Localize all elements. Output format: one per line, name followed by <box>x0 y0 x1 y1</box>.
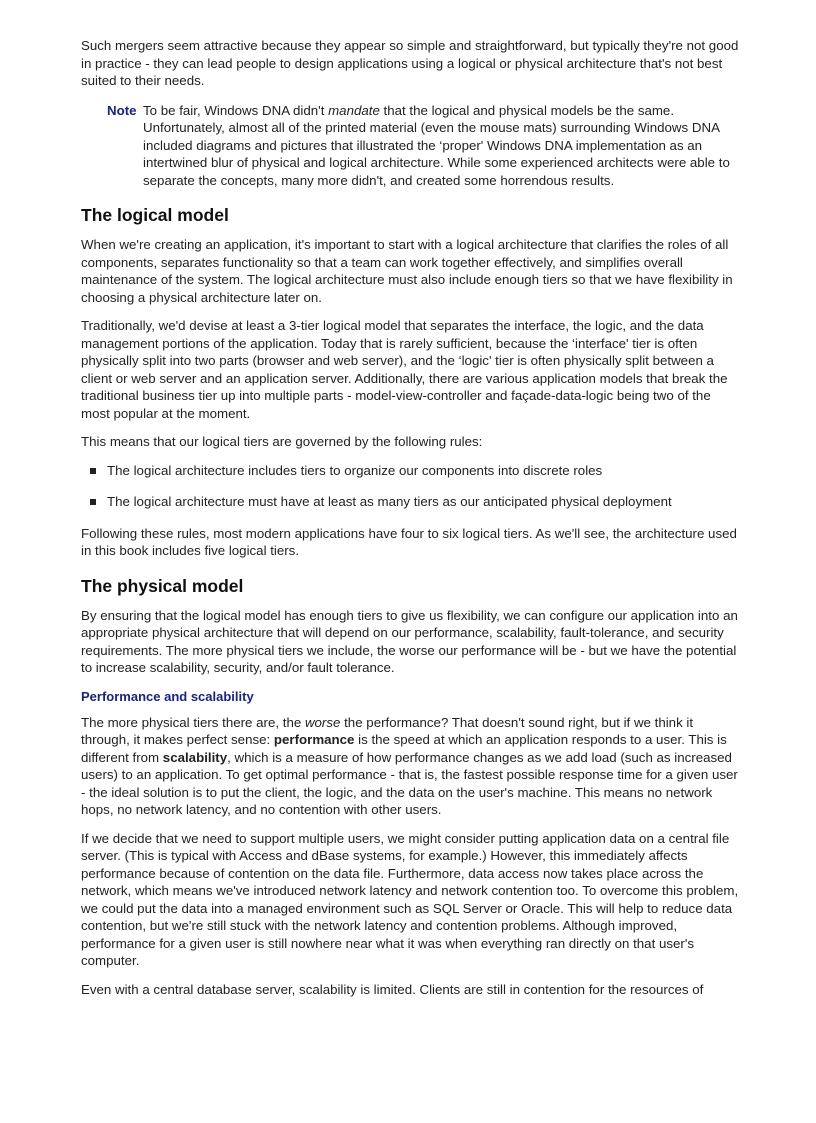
physical-paragraph-2 <box>81 714 741 819</box>
logical-paragraph-4: Following these rules, most modern applications have four to six logical tiers. As we'll see, the architecture used in this book includes five logical tiers. <box>81 525 737 558</box>
list-item <box>81 493 741 511</box>
logical-paragraph-3: This means that our logical tiers are governed by the following rules: <box>81 434 483 449</box>
logical-paragraph-2: Traditionally, we'd devise at least a 3-tier logical model that separates the interface, the logic, and the data management portions of the application. Today that is rarely sufficient, because the ‘interface' tier is often physically split into two parts (browser and web server), and the ‘logic' tier is often physically split between a client or web server and an application server. Additionally, there are various application models that break the traditional business tier up into multiple parts - model-view-controller and façade-data-logic being two of the most popular at the moment. <box>81 318 728 421</box>
physical-model-heading: The physical model <box>81 575 244 596</box>
p2-part-g: , which is a measure of how performance changes as we add load (such as increased users) to an application. To get optimal performance - that is, the fastest possible response time for a given user - the ideal solution is to put the client, the logic, and the data on the user's machine. This means no network hops, no network latency, and no contention with other users. <box>81 749 738 817</box>
note-block <box>107 102 741 190</box>
performance-scalability-subheading: Performance and scalability <box>81 688 254 704</box>
logical-model-heading: The logical model <box>81 205 229 225</box>
intro-paragraph: Such mergers seem attractive because they appear so simple and straightforward, but typically they're not good in practice - they can lead people to design applications using a logical or physical architecture that's not best suited to their needs. <box>81 38 739 88</box>
note-text-after: that the logical and physical models be the same. Unfortunately, almost all of the printed material (even the mouse mats) surrounding Windows DNA included diagrams and pictures that illustrated the ‘proper' Windows DNA implementation as an intertwined blur of physical and logical architecture. While some experienced architects were able to separate the concepts, many more didn't, and created some horrendous results. <box>143 102 730 188</box>
logical-paragraph-1: When we're creating an application, it's important to start with a logical architecture that clarifies the roles of all components, separates functionality so that a team can work together effectively, and simplifies overall maintenance of the system. The logical architecture must also include enough tiers so that we have flexibility in choosing a physical architecture later on. <box>81 237 733 305</box>
p2-emphasis-worse: worse <box>304 714 341 730</box>
document-page <box>81 37 741 1009</box>
p2-bold-performance: performance <box>273 732 355 747</box>
list-item <box>81 462 741 480</box>
rule-text: The logical architecture must have at least as many tiers as our anticipated physical deployment <box>107 494 672 509</box>
note-text-emphasis: mandate <box>328 102 380 118</box>
square-bullet-icon <box>90 468 96 474</box>
physical-paragraph-4: Even with a central database server, scalability is limited. Clients are still in contention for the resources of <box>81 981 704 997</box>
p2-part-c: the performance? That doesn't sound right, but if we think it through, it makes perfect sense: <box>81 714 694 747</box>
p2-bold-scalability: scalability <box>162 749 228 765</box>
physical-paragraph-1: By ensuring that the logical model has enough tiers to give us flexibility, we can configure our application into an appropriate physical architecture that will depend on our performance, scalability, fault-tolerance, and security requirements. The more physical tiers we include, the worse our performance will be - but we have the potential to increase scalability, security, and/or fault tolerance. <box>81 607 738 675</box>
logical-rules-list <box>81 462 741 511</box>
physical-paragraph-3: If we decide that we need to support multiple users, we might consider putting application data on a central file server. (This is typical with Access and dBase systems, for example.) However, this immediately affects performance because of contention on the data file. Furthermore, data access now takes place across the network, which means we've introduced network latency and network contention too. To overcome this problem, we could put the data into a managed environment such as SQL Server or Oracle. This will help to reduce data contention, but we're still stuck with the network latency and contention problems. Although improved, performance for a given user is still nowhere near what it was when everything ran directly on that user's computer. <box>81 830 739 968</box>
p2-part-a: The more physical tiers there are, the <box>81 714 305 730</box>
note-label: Note <box>107 102 137 118</box>
square-bullet-icon <box>90 499 96 505</box>
rule-text: The logical architecture includes tiers to organize our components into discrete roles <box>107 462 603 478</box>
note-text-before: To be fair, Windows DNA didn't <box>143 102 329 118</box>
p2-part-e: is the speed at which an application responds to a user. This is different from <box>81 732 727 765</box>
